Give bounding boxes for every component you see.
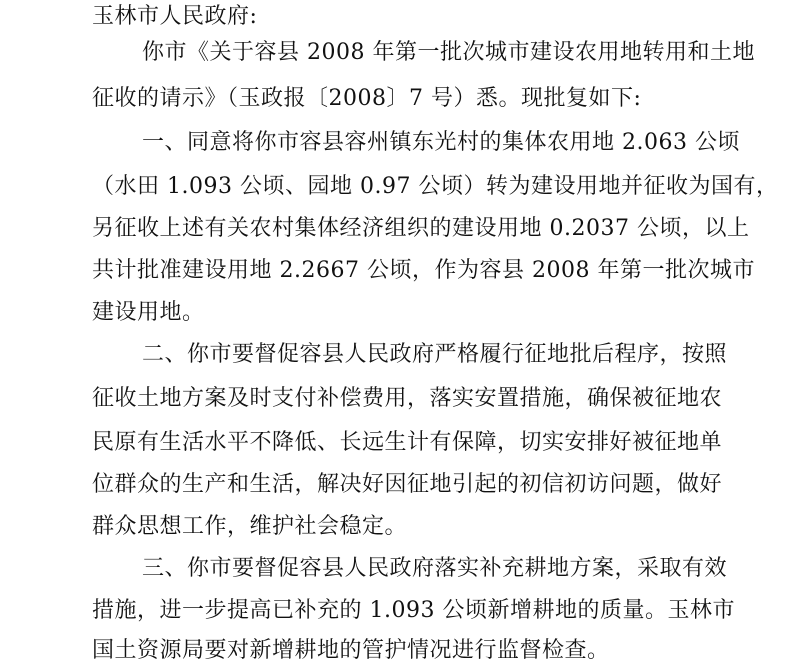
paragraph-line: 另征收上述有关农村集体经济组织的建设用地 0.2037 公顷，以上: [92, 216, 750, 241]
paragraph-line: 你市《关于容县 2008 年第一批次城市建设农用地转用和土地: [142, 40, 755, 65]
paragraph-line: 二、你市要督促容县人民政府严格履行征地批后程序，按照: [142, 342, 728, 367]
paragraph-line: 群众思想工作，维护社会稳定。: [92, 514, 408, 539]
paragraph-line: 共计批准建设用地 2.2667 公顷，作为容县 2008 年第一批次城市: [92, 258, 755, 283]
paragraph-line: 措施，进一步提高已补充的 1.093 公顷新增耕地的质量。玉林市: [92, 598, 735, 623]
paragraph-line: （水田 1.093 公顷、园地 0.97 公顷）转为建设用地并征收为国有，: [92, 174, 779, 199]
paragraph-line: 建设用地。: [92, 300, 205, 325]
salutation: 玉林市人民政府:: [92, 4, 258, 29]
paragraph-line: 国土资源局要对新增耕地的管护情况进行监督检查。: [92, 638, 610, 663]
paragraph-line: 征收的请示》（玉政报〔2008〕7 号）悉。现批复如下:: [92, 86, 642, 111]
paragraph-line: 民原有生活水平不降低、长远生计有保障，切实安排好被征地单: [92, 430, 723, 455]
paragraph-line: 征收土地方案及时支付补偿费用，落实安置措施，确保被征地农: [92, 386, 723, 411]
paragraph-line: 三、你市要督促容县人民政府落实补充耕地方案，采取有效: [142, 556, 728, 581]
paragraph-line: 位群众的生产和生活，解决好因征地引起的初信初访问题，做好: [92, 472, 723, 497]
paragraph-line: 一、同意将你市容县容州镇东光村的集体农用地 2.063 公顷: [142, 130, 740, 155]
